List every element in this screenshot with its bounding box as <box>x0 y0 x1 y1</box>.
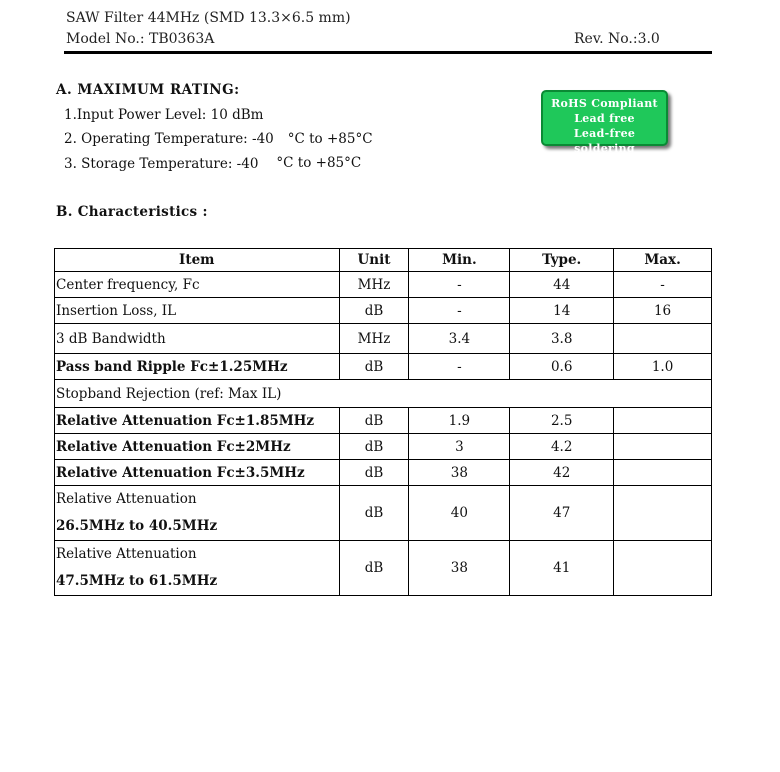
cell-item: Relative Attenuation Fc±3.5MHz <box>55 460 340 486</box>
model-number: Model No.: TB0363A <box>66 31 215 47</box>
cell-typ: 47 <box>510 486 614 541</box>
cell-max <box>614 541 712 596</box>
cell-item: Pass band Ripple Fc±1.25MHz <box>55 354 340 380</box>
cell-typ: 14 <box>510 298 614 324</box>
table-row <box>55 460 712 486</box>
cell-unit: dB <box>339 486 409 541</box>
cell-min: - <box>409 298 510 324</box>
cell-unit: dB <box>339 460 409 486</box>
cell-unit: dB <box>339 408 409 434</box>
cell-min: 1.9 <box>409 408 510 434</box>
cell-max <box>614 324 712 354</box>
header-rule <box>64 51 712 54</box>
cell-unit: dB <box>339 298 409 324</box>
table-row <box>55 272 712 298</box>
cell-typ: 2.5 <box>510 408 614 434</box>
section-b-title: B. Characteristics : <box>56 204 208 220</box>
cell-typ: 3.8 <box>510 324 614 354</box>
cell-unit: MHz <box>339 272 409 298</box>
section-a-title: A. MAXIMUM RATING: <box>56 82 240 98</box>
rohs-badge <box>541 90 668 155</box>
table-header-row <box>55 249 712 272</box>
rating-item-3: 3. Storage Temperature: -40 °C to +85°C <box>64 155 362 172</box>
cell-typ: 42 <box>510 460 614 486</box>
cell-min: 38 <box>409 541 510 596</box>
cell-unit: dB <box>339 434 409 460</box>
cell-max: 1.0 <box>614 354 712 380</box>
cell-max <box>614 408 712 434</box>
cell-min: - <box>409 272 510 298</box>
col-header-item: Item <box>55 249 340 272</box>
cell-min: - <box>409 354 510 380</box>
cell-item: Relative Attenuation 26.5MHz to 40.5MHz <box>55 486 340 541</box>
table-row <box>55 380 712 408</box>
col-header-typ: Type. <box>510 249 614 272</box>
cell-item: Center frequency, Fc <box>55 272 340 298</box>
cell-item: Relative Attenuation Fc±1.85MHz <box>55 408 340 434</box>
cell-typ: 41 <box>510 541 614 596</box>
cell-unit: MHz <box>339 324 409 354</box>
cell-max: - <box>614 272 712 298</box>
cell-min: 3 <box>409 434 510 460</box>
badge-line-1: RoHS Compliant <box>551 97 658 110</box>
table-row <box>55 408 712 434</box>
cell-item: 3 dB Bandwidth <box>55 324 340 354</box>
cell-item-spanning: Stopband Rejection (ref: Max IL) <box>55 380 712 408</box>
table-row <box>55 354 712 380</box>
cell-unit: dB <box>339 541 409 596</box>
cell-item: Relative Attenuation Fc±2MHz <box>55 434 340 460</box>
cell-max <box>614 486 712 541</box>
revision-number: Rev. No.:3.0 <box>574 31 660 47</box>
cell-min: 38 <box>409 460 510 486</box>
cell-max <box>614 460 712 486</box>
cell-unit: dB <box>339 354 409 380</box>
table-row <box>55 324 712 354</box>
document-title: SAW Filter 44MHz (SMD 13.3×6.5 mm) <box>66 10 351 26</box>
characteristics-table <box>54 248 712 596</box>
col-header-max: Max. <box>614 249 712 272</box>
badge-line-3: Lead-free soldering <box>573 127 636 155</box>
table-row <box>55 486 712 541</box>
cell-max <box>614 434 712 460</box>
table-row <box>55 434 712 460</box>
col-header-unit: Unit <box>339 249 409 272</box>
cell-typ: 4.2 <box>510 434 614 460</box>
cell-min: 3.4 <box>409 324 510 354</box>
cell-typ: 44 <box>510 272 614 298</box>
table-row <box>55 298 712 324</box>
cell-max: 16 <box>614 298 712 324</box>
rating-item-2: 2. Operating Temperature: -40 °C to +85°C <box>64 131 373 147</box>
cell-item: Relative Attenuation 47.5MHz to 61.5MHz <box>55 541 340 596</box>
cell-typ: 0.6 <box>510 354 614 380</box>
cell-min: 40 <box>409 486 510 541</box>
cell-item: Insertion Loss, IL <box>55 298 340 324</box>
badge-line-2: Lead free <box>574 112 635 125</box>
table-row <box>55 541 712 596</box>
rating-item-1: 1.Input Power Level: 10 dBm <box>64 107 264 123</box>
col-header-min: Min. <box>409 249 510 272</box>
